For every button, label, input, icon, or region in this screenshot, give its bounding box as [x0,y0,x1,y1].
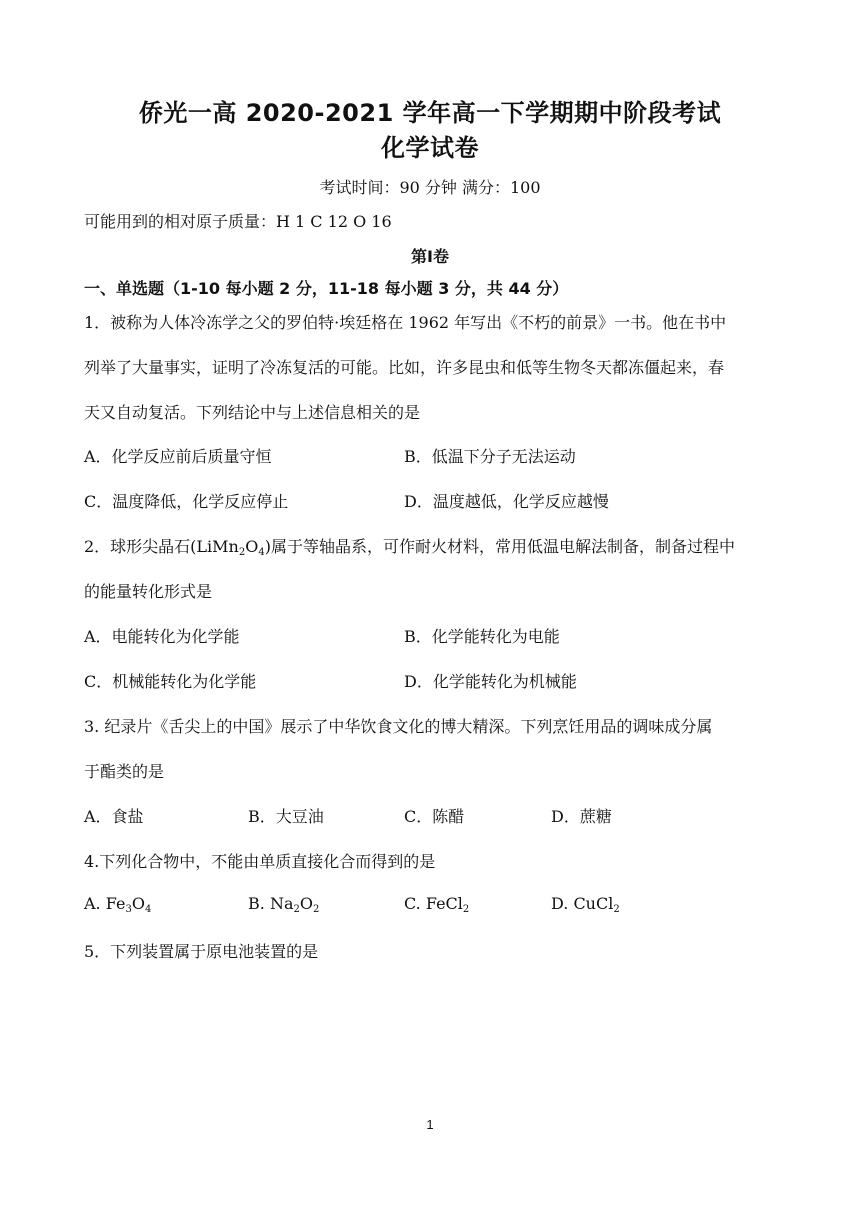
volume-heading: 第Ⅰ卷 [411,247,449,266]
q2-line1: 2．球形尖晶石$(LiMn_2O_4)$属于等轴晶系，可作耐火材料，常用低温电解法制备，制备过程中 [84,537,735,558]
q2-option-c: C．机械能转化为化学能 [84,672,257,691]
q1-option-a: A．化学反应前后质量守恒 [84,447,272,466]
q3-line2: 于酯类的是 [84,762,165,781]
exam-subject: 化学试卷 [381,134,479,162]
q2-line2: 的能量转化形式是 [84,582,213,601]
q3-option-d: D．蔗糖 [551,807,612,826]
q1-option-b: B．低温下分子无法运动 [404,447,576,466]
atomic-mass-line: 可能用到的相对原子质量：H 1 C 12 O 16 [84,212,392,231]
q4-option-d: D. CuCl$_2$ [551,894,620,915]
q2-option-b: B．化学能转化为电能 [404,627,560,646]
q4-line1: 4.下列化合物中，不能由单质直接化合而得到的是 [84,852,436,871]
q1-line1: 1．被称为人体冷冻学之父的罗伯特·埃廷格在 1962 年写出《不朽的前景》一书。他在书中 [84,313,727,332]
q3-option-b: B．大豆油 [248,807,324,826]
exam-info: 考试时间：90 分钟 满分：100 [319,178,541,197]
q4-option-a: A. $Fe_3O_4$ [84,894,152,915]
q3-line1: 3. 纪录片《舌尖上的中国》展示了中华饮食文化的博大精深。下列烹饪用品的调味成分属 [84,717,713,736]
q1-line2: 列举了大量事实，证明了冷冻复活的可能。比如，许多昆虫和低等生物冬天都冻僵起来，春 [84,358,725,377]
exam-title: 侨光一高 2020-2021 学年高一下学期期中阶段考试 [138,99,722,127]
q5-line1: 5．下列装置属于原电池装置的是 [84,942,319,961]
q1-option-c: C．温度降低，化学反应停止 [84,492,289,511]
q3-option-c: C．陈醋 [404,807,465,826]
q4-option-b: B. $Na_2O_2$ [248,894,320,915]
section-heading: 一、单选题（1-10 每小题 2 分，11-18 每小题 3 分，共 44 分） [84,279,569,298]
q1-option-d: D．温度越低，化学反应越慢 [404,492,609,511]
page-number: 1 [426,1117,434,1132]
q2-option-d: D．化学能转化为机械能 [404,672,577,691]
q3-option-a: A．食盐 [84,807,144,826]
q1-line3: 天又自动复活。下列结论中与上述信息相关的是 [84,403,421,422]
q4-option-c: C. FeCl$_2$ [404,894,470,915]
q2-option-a: A．电能转化为化学能 [84,627,240,646]
